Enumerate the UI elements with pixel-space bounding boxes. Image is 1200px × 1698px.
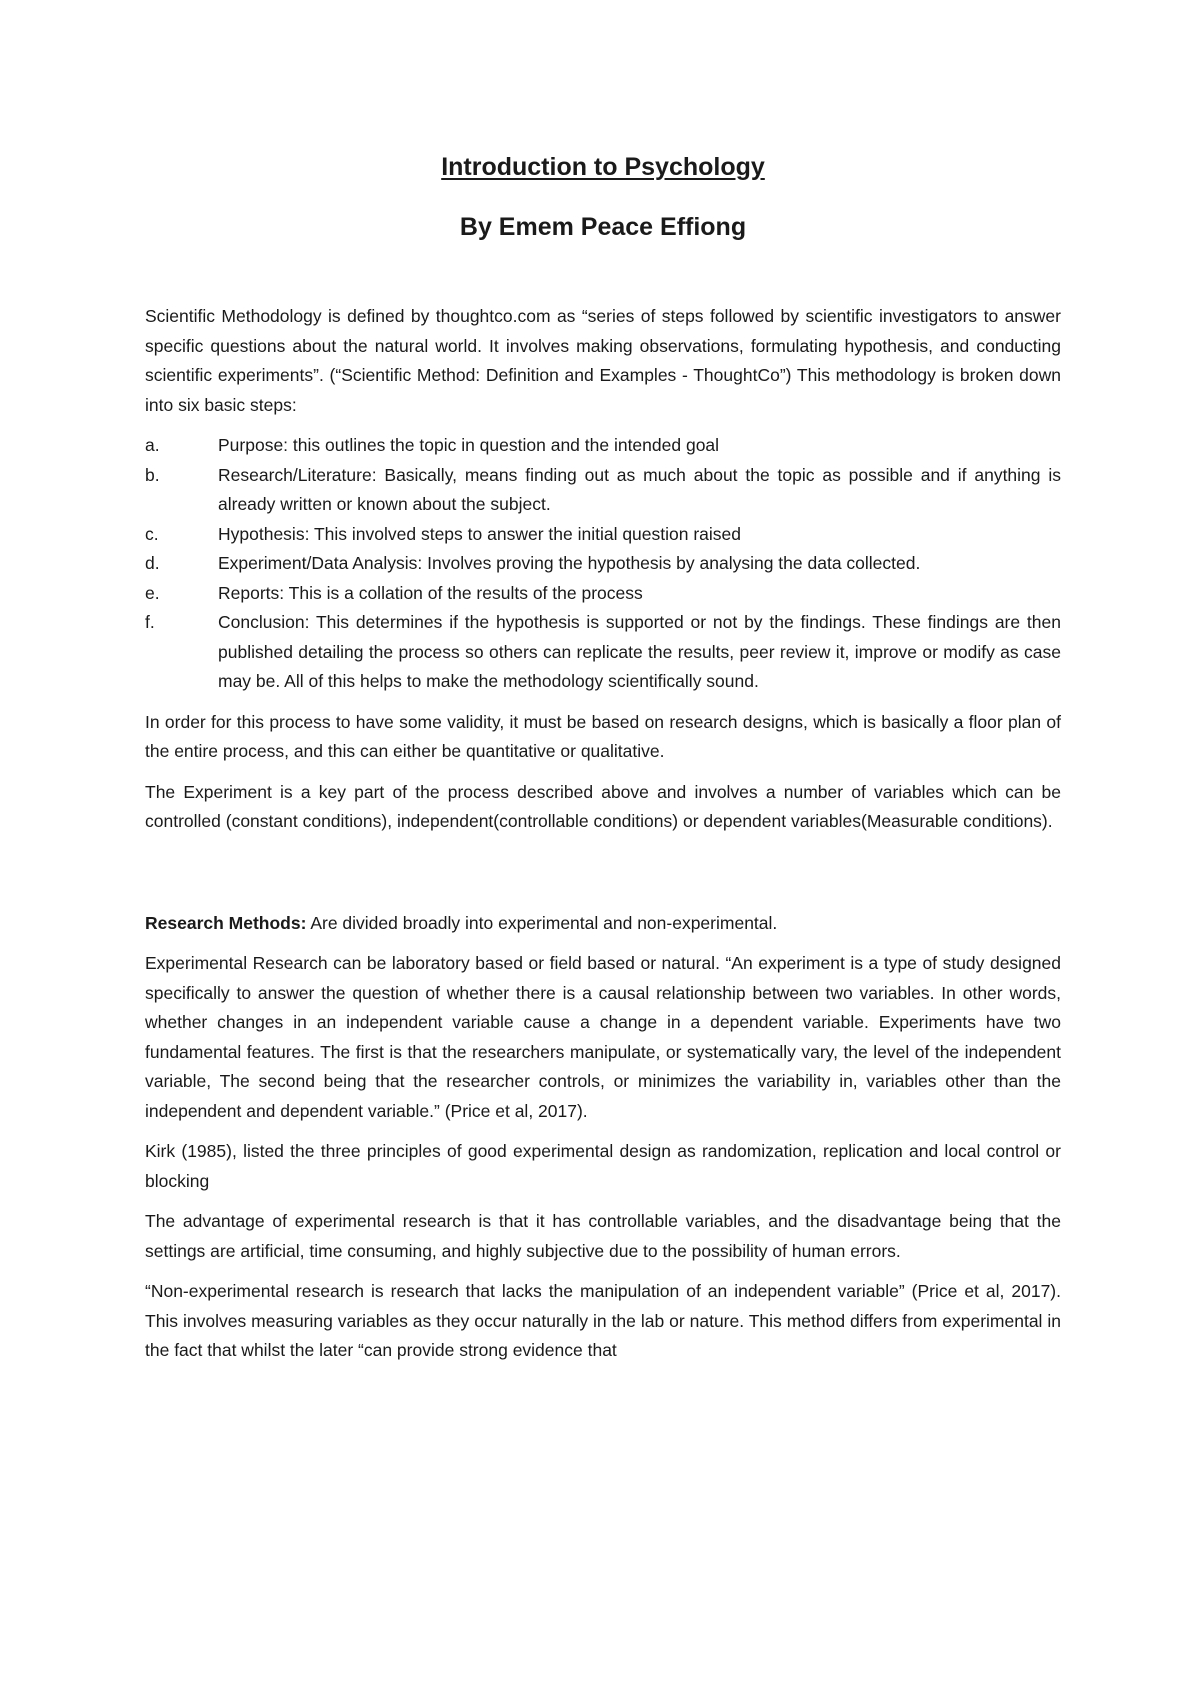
list-item-text: Conclusion: This determines if the hypothesis is supported or not by the findings. These findings are then published detailing the process so others can replicate the results, peer review it, improve or modify as case may be. All of this helps to make the methodology scientifically sound. bbox=[218, 612, 1061, 691]
list-item bbox=[145, 549, 1061, 579]
list-item bbox=[145, 461, 1061, 520]
list-item bbox=[145, 431, 1061, 461]
list-item bbox=[145, 579, 1061, 609]
document-page bbox=[145, 150, 1061, 1366]
list-marker: e. bbox=[145, 582, 160, 603]
document-title: Introduction to Psychology bbox=[441, 153, 765, 181]
list-marker: a. bbox=[145, 435, 160, 455]
steps-list bbox=[145, 431, 1061, 697]
list-item bbox=[145, 520, 1061, 550]
research-methods-label: Research Methods: bbox=[145, 912, 307, 933]
list-item-text: Purpose: this outlines the topic in question and the intended goal bbox=[218, 435, 720, 455]
list-item-text: Hypothesis: This involved steps to answer the initial question raised bbox=[218, 523, 742, 544]
list-item-text: Experiment/Data Analysis: Involves proving the hypothesis by analysing the data collected. bbox=[218, 553, 921, 573]
list-marker: c. bbox=[145, 523, 159, 544]
list-item-text: Research/Literature: Basically, means finding out as much about the topic as possible and if anything is already written or known about the subject. bbox=[218, 464, 1061, 514]
list-item bbox=[145, 608, 1061, 697]
experimental-research-paragraph: Experimental Research can be laboratory based or field based or natural. “An experiment is a type of study designed specifically to answer the question of whether there is a causal relationship between two variables. In other words, whether changes in an independent variable cause a change in a dependent variable. Experiments have two fundamental features. The first is that the researchers manipulate, or systematically vary, the level of the independent variable, The second being that the researcher controls, or minimizes the variability in, variables other than the independent and dependent variable.” (Price et al, 2017). bbox=[145, 953, 1061, 1121]
list-marker: b. bbox=[145, 464, 160, 485]
research-methods-text: Are divided broadly into experimental and non-experimental. bbox=[306, 912, 778, 933]
list-marker: f. bbox=[145, 612, 155, 632]
experiment-paragraph: The Experiment is a key part of the process described above and involves a number of variables which can be controlled (constant conditions), independent(controllable conditions) or dependent variables(Measurable conditions). bbox=[145, 781, 1061, 831]
intro-paragraph: Scientific Methodology is defined by thoughtco.com as “series of steps followed by scientific investigators to answer specific questions about the natural world. It involves making observations, formulating hypothesis, and conducting scientific experiments”. (“Scientific Method: Definition and Examples - ThoughtCo”) This methodology is broken down into six basic steps: bbox=[145, 306, 1061, 415]
research-methods-paragraph bbox=[145, 909, 1061, 939]
advantage-paragraph: The advantage of experimental research is that it has controllable variables, and the disadvantage being that the settings are artificial, time consuming, and highly subjective due to the possibility of human errors. bbox=[145, 1211, 1061, 1261]
validity-paragraph: In order for this process to have some validity, it must be based on research designs, which is basically a floor plan of the entire process, and this can either be quantitative or qualitative. bbox=[145, 711, 1061, 761]
list-item-text: Reports: This is a collation of the results of the process bbox=[218, 582, 643, 603]
document-author: By Emem Peace Effiong bbox=[459, 213, 747, 241]
kirk-paragraph: Kirk (1985), listed the three principles of good experimental design as randomization, replication and local control or blocking bbox=[145, 1141, 1061, 1191]
list-marker: d. bbox=[145, 553, 160, 573]
non-experimental-paragraph: “Non-experimental research is research that lacks the manipulation of an independent variable” (Price et al, 2017). This involves measuring variables as they occur naturally in the lab or nature. This method differs from experimental in the fact that whilst the later “can provide strong evidence that bbox=[145, 1281, 1061, 1360]
